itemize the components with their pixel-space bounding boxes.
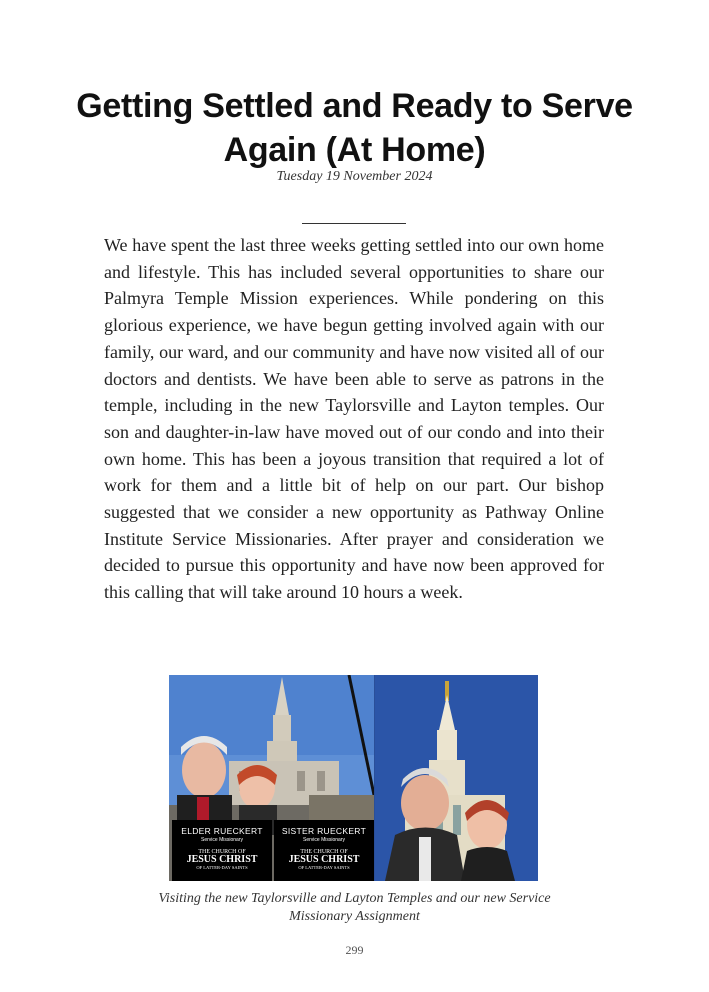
badge-name: ELDER RUECKERT <box>181 826 263 836</box>
title-divider <box>302 223 406 224</box>
sister-name-badge <box>274 820 374 881</box>
elder-name-badge <box>172 820 272 881</box>
photo-collage <box>169 675 538 881</box>
badge-church-line: JESUS CHRIST <box>186 854 258 865</box>
page-number: 299 <box>345 943 364 957</box>
layton-temple-scene <box>375 675 538 881</box>
badge-church-line: JESUS CHRIST <box>288 854 360 865</box>
badge-name: SISTER RUECKERT <box>281 826 367 836</box>
page-date: Tuesday 19 November 2024 <box>276 169 433 184</box>
badge-church-line: THE CHURCH OF <box>198 849 246 855</box>
layton-temple-selfie-photo <box>375 675 538 881</box>
page-title: Getting Settled and Ready to Serve Again (At Home) <box>76 87 633 169</box>
body-paragraph: We have spent the last three weeks getting settled into our own home and lifestyle. This has included several opportunities to share our Palmyra Temple Mission experiences. While pondering on this glorious experience, we have begun getting involved again with our family, our ward, and our community and have now visited all of our doctors and dentists. We have been able to serve as patrons in the temple, including in the new Taylorsville and Layton temples. Our son and daughter-in-law have moved out of our condo and into their own home. This has been a joyous transition that required a lot of work for them and a little bit of help on our part. Our bishop suggested that we consider a new opportunity as Pathway Online Institute Service Missionaries. After prayer and consideration we decided to pursue this opportunity and have now been approved for this calling that will take around 10 hours a week. <box>104 235 604 603</box>
badge-church-line: OF LATTER-DAY SAINTS <box>196 865 248 870</box>
badge-role: Service Missionary <box>201 837 243 843</box>
badge-role: Service Missionary <box>303 837 345 843</box>
badge-church-line: THE CHURCH OF <box>300 849 348 855</box>
photo-caption: Visiting the new Taylorsville and Layton Temples and our new Service Missionary Assignment <box>158 891 551 924</box>
taylorsville-temple-selfie-photo <box>169 675 374 881</box>
badge-church-line: OF LATTER-DAY SAINTS <box>298 865 350 870</box>
